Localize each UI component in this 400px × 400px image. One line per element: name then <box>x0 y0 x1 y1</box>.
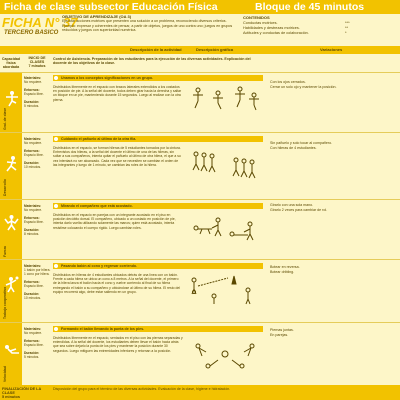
space-label: Entornos: <box>24 149 40 153</box>
bullet-icon <box>54 137 58 141</box>
capacity-label: Capacidad física abordada <box>1 57 21 69</box>
space-value: Espacio libre. <box>24 92 44 96</box>
activity-text: Distribuidos libremente en el espacio con brazos laterales extendidos a los costados en posición de pie. A la señal del docente, todos deben girar hacia la derecha y saltar un bloque en un pie, manteniendo durante 15 segundos. Luego al realizar con la otra pierna. <box>53 85 182 102</box>
block-meta <box>22 326 54 360</box>
activity-title-bar <box>53 203 263 209</box>
side-label: Trabajo cooperativo <box>3 286 7 319</box>
closing-time: 5 minutos <box>2 395 20 399</box>
throw-figure-icon <box>3 276 20 293</box>
materials-label: Materiales: <box>24 137 42 141</box>
ratings <box>345 20 350 35</box>
materials-label: Materiales: <box>24 264 42 268</box>
start-label: INICIO DE CLASES <box>28 56 46 65</box>
side-label: Gral. de clase <box>3 107 7 130</box>
materials-value: 1 balón por hilera. 1 cono por hilera. <box>24 268 51 276</box>
duration-label: Duración: <box>24 161 40 165</box>
objective-label: OBJETIVO DE APRENDIZAJE (OA 3) <box>62 14 132 19</box>
materials-label: Materiales: <box>24 204 42 208</box>
activity-text: Distribuidos en el espacio en parejas con un integrante acostado en el piso en posición decúbito dorsal. El compañero, ubicado a un costado en posición de pie, intenta darlo vuelta utilizando solamente las manos; quien está acostado, intenta resistirse colocando el cuerpo rígido. Luego cambian roles. <box>53 213 176 230</box>
divider <box>0 199 400 200</box>
materials-label: Materiales: <box>24 76 42 80</box>
duration-value: 10 minutos. <box>24 165 42 169</box>
variation-item: En parejas. <box>270 332 289 337</box>
activity-text: Distribuidos en hileras de 4 estudiantes ubicados detrás de una línea con un balón. Frente a cada hilera se ubica un cono a 8 metros. A la señal del docente, el primero de la hilera lanza el balón hacia el cono y vuelve corriendo al final de su hilera entregando el balón a su compañero y ubicándose al último de su hilera. El resto del equipo recorrerá algo, debe estar saliendo en un grupo. <box>53 273 181 294</box>
rating: * <box>345 30 347 35</box>
materials-value: No requiere. <box>24 80 43 84</box>
level-label: TERCERO BASICO <box>4 30 59 36</box>
header-variations: Variaciones <box>320 47 343 52</box>
relay-illustration <box>188 272 262 306</box>
activity-title: Pasando balón al cono y regresar corriendo. <box>61 264 138 268</box>
partner-roll-illustration <box>188 214 262 244</box>
duration-label: Duración: <box>24 351 40 355</box>
balance-illustration <box>188 84 262 112</box>
side-label: Desarrollo <box>3 179 7 196</box>
space-label: Entornos: <box>24 339 40 343</box>
tail-tag-illustration <box>188 148 262 184</box>
closing-label: FINALIZACIÓN DE LA CLASE <box>2 387 42 395</box>
materials-label: Materiales: <box>24 327 42 331</box>
activity-text: Distribuidos en el espacio, se forman hileras de 5 estudiantes tomados por la cintura. Entrevistos dos hileras, a la señal del docente el último de una de las hileras, sin soltar a sus compañeros, intenta quitar el pañuelo al último de otra hilera, el que a su vez intentará no ser alcanzado. Cada vez que se necesiten se cambian el orden de las integrantes y luego de 1 minuto, se cambian las roles de la hilera. <box>53 146 181 167</box>
bullet-icon <box>54 264 58 268</box>
divider <box>0 132 400 133</box>
objective <box>62 15 238 33</box>
strength-figure-icon <box>3 214 20 231</box>
space-label: Entornos: <box>24 216 40 220</box>
ficha-number: FICHA N° 37 <box>2 15 78 30</box>
side-label: Fuerza <box>3 246 7 257</box>
start-time: 7 minutos <box>28 64 46 69</box>
activity-title: Mirando el compañero que está acostado. <box>61 204 133 208</box>
space-value: Espacio libre. <box>24 343 44 347</box>
variation-item: Botear en reversa. <box>270 265 300 269</box>
materials-value: No requiere. <box>24 141 43 145</box>
space-label: Entornos: <box>24 280 40 284</box>
table-header <box>0 46 400 54</box>
variation-item: Botear dribling. <box>270 269 295 274</box>
space-value: Espacio libre. <box>24 220 44 224</box>
activity-title-bar <box>53 326 263 332</box>
duration-value: 5 minutos. <box>24 104 40 108</box>
content-item: Habilidades y destrezas motrices. <box>243 26 300 30</box>
running-figure-icon <box>3 155 20 172</box>
block-meta <box>22 203 54 237</box>
variation-item: Con hileras de 4 estudiantes. <box>270 145 317 150</box>
variation-item: Girarlo 2 veces para cambiar de rol. <box>270 207 328 212</box>
variation-item: Cerrar un solo ojo y mantener la posición. <box>270 84 337 89</box>
content-item: Conductas motrices. <box>243 21 278 25</box>
seated-ball-illustration <box>188 336 262 372</box>
duration-value: 10 minutos. <box>24 296 42 300</box>
closing-row <box>0 385 400 400</box>
activity-text: Distribuidos libremente en el espacio, sentados en el piso con las piernas separadas y extendidas. A la señal del docente, los estudiantes deben llevar el balón hacia atrás que sea sobre dejarlo la punta de los pies y mantener la posición durante 30 segundos. Luego mitiguen las extremidades inferiores y retornan a la posición. <box>53 336 183 353</box>
variation-item: Girarlo con una sola mano. <box>270 203 314 207</box>
variations <box>270 328 398 337</box>
balance-figure-icon <box>3 90 20 107</box>
activity-title: Unamos a los conceptos significaciones en un grupo. <box>61 76 154 80</box>
variations <box>270 141 398 150</box>
bullet-icon <box>54 76 58 80</box>
closing-label-block <box>2 387 48 399</box>
divider <box>0 259 400 260</box>
duration-value: 8 minutos. <box>24 232 40 236</box>
duration-value: 5 minutos. <box>24 355 40 359</box>
side-label: Velocidad <box>3 366 7 382</box>
block-meta <box>22 75 54 109</box>
bullet-icon <box>54 204 58 208</box>
space-value: Espacio libre. <box>24 284 44 288</box>
variations <box>270 265 398 274</box>
rating: *** <box>345 20 350 25</box>
variation-item: Piernas juntas. <box>270 328 294 332</box>
header-activity: Descripción de la actividad <box>130 47 182 52</box>
content-item: Actitudes y conductas de colaboración. <box>243 31 309 35</box>
variations <box>270 80 398 89</box>
closing-text: Disposición del grupo para el término de las diversas actividades. Evaluación de la clase, higiene e hidratación. <box>53 387 231 391</box>
space-label: Entornos: <box>24 88 40 92</box>
page-title: Ficha de clase subsector Educación Física <box>4 1 218 13</box>
page-header <box>0 0 400 14</box>
duration-label: Duración: <box>24 292 40 296</box>
header-graphic: Descripción gráfica <box>196 47 234 52</box>
block-meta <box>22 136 54 170</box>
objective-text: Ejecutar acciones motrices que presenten una solución a un problema, reconociendo diversos criterios. Ejemplo: expresar y coherentes de pensar, a partir de objetos, juegos de uno contra uno; juegos en grupos reducidos y juegos con superioridad numérica. <box>62 19 233 33</box>
space-value: Espacio libre. <box>24 153 44 157</box>
activity-title-bar <box>53 136 263 142</box>
divider <box>0 72 400 73</box>
variation-item: Sin pañuelo y solo tocar al compañero. <box>270 141 333 145</box>
contents <box>243 15 355 36</box>
block-meta <box>22 263 54 301</box>
activity-title-bar <box>53 75 263 81</box>
duration-label: Duración: <box>24 100 40 104</box>
materials-value: No requiere. <box>24 208 43 212</box>
variations <box>270 203 398 212</box>
start-block <box>22 56 52 69</box>
materials-value: No requiere. <box>24 331 43 335</box>
variation-item: Con los ojos cerrados. <box>270 80 306 84</box>
intro-text: Control de Asistencia. Preparación de los estudiantes para la ejecución de las diversas actividades. Explicación del docente de los objetivos de la clase. <box>53 57 251 66</box>
duration-label: Duración: <box>24 228 40 232</box>
bullet-icon <box>54 327 58 331</box>
divider <box>0 322 400 323</box>
contents-label: CONTENIDOS <box>243 15 270 20</box>
activity-title: Cuidando el pañuelo al último de la otra fila. <box>61 137 137 141</box>
sit-reach-figure-icon <box>3 340 20 357</box>
rating: ** <box>345 25 349 30</box>
activity-title-bar <box>53 263 263 269</box>
duration-label: Bloque de 45 minutos <box>255 1 365 13</box>
activity-title: Formando el balón llevando la punta de los pies. <box>61 327 145 331</box>
